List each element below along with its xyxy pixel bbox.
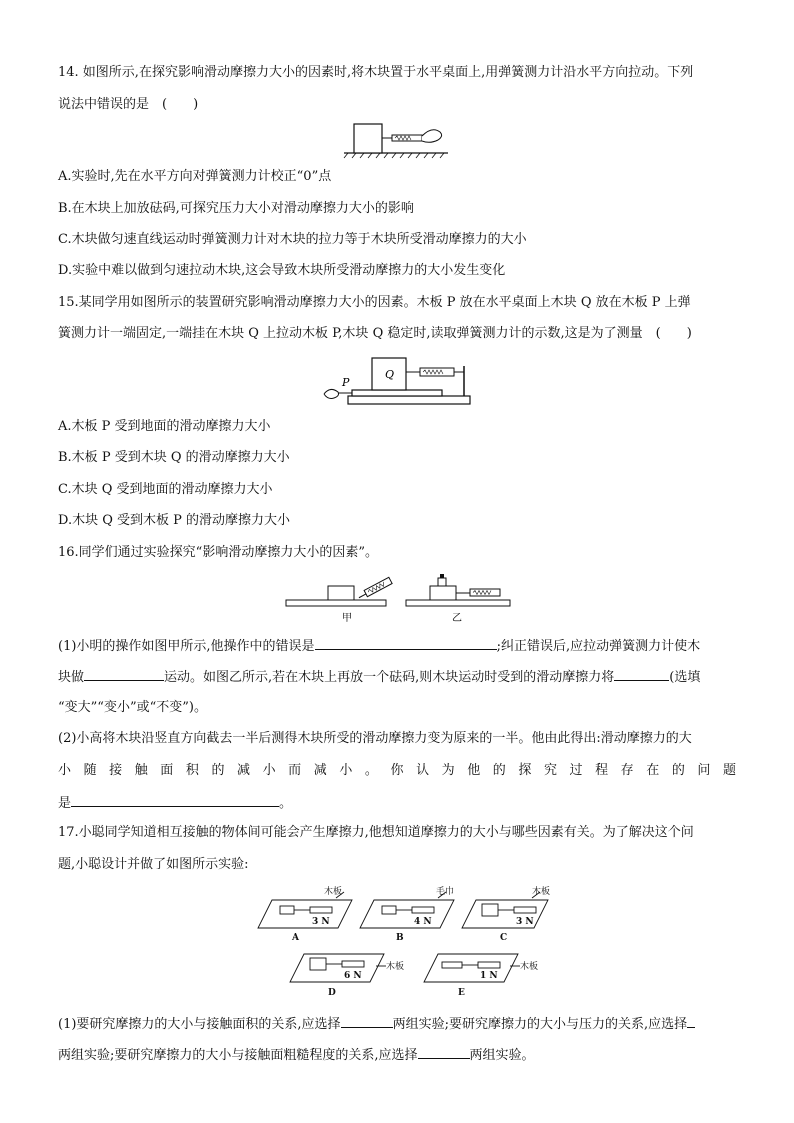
q15-option-c: C.木块 Q 受到地面的滑动摩擦力大小 <box>58 482 273 497</box>
q16-answer-blank-3[interactable] <box>614 667 669 681</box>
q14-stem-line2: 说法中错误的是 ( ) <box>58 97 199 112</box>
q17-panel-e-label: E <box>458 988 465 998</box>
q16-label-jia: 甲 <box>342 613 352 624</box>
q17-part1-line1 <box>58 1014 695 1033</box>
q16-p1-text-c: 块做 <box>58 670 85 685</box>
q14-figure <box>340 120 450 160</box>
q17-reading-c: 3 N <box>516 917 534 927</box>
q16-figure <box>282 566 522 624</box>
q15-figure <box>318 350 473 408</box>
q16-p1-text-b: ;纠正错误后,应拉动弹簧测力计使木 <box>496 639 701 654</box>
q16-p1-text-e: (选填 <box>669 670 701 685</box>
q14-option-b: B.在木块上加放砝码,可探究压力大小对滑动摩擦力大小的影响 <box>58 201 414 216</box>
q16-part2-line1: (2)小高将木块沿竖直方向截去一半后测得木块所受的滑动摩擦力变为原来的一半。他由此得出:滑动摩擦力的大 <box>58 731 692 746</box>
q15-stem-line1: 15.某同学用如图所示的装置研究影响滑动摩擦力大小的因素。木板 P 放在水平桌面上木块 Q 放在木板 P 上弹 <box>58 295 691 310</box>
q16-part2-line2: 小随接触面积的减小而减小。你认为他的探究过程存在的问题 <box>58 763 736 778</box>
q15-label-p: P <box>342 376 350 389</box>
q17-p1-text-d: 两组实验。 <box>469 1048 535 1063</box>
q15-option-d: D.木块 Q 受到木板 P 的滑动摩擦力大小 <box>58 513 291 528</box>
q17-reading-e: 1 N <box>480 971 498 981</box>
q16-part2-line3 <box>58 793 292 812</box>
q14-option-a: A.实验时,先在水平方向对弹簧测力计校正“0”点 <box>58 169 332 184</box>
q17-answer-blank-3[interactable] <box>418 1045 470 1059</box>
q15-option-b: B.木板 P 受到木块 Q 的滑动摩擦力大小 <box>58 450 290 465</box>
q16-p2-text-b: 。 <box>279 796 293 811</box>
q17-figure <box>252 882 552 1002</box>
q17-reading-a: 3 N <box>312 917 330 927</box>
q17-answer-blank-2[interactable] <box>687 1014 695 1028</box>
q17-answer-blank-1[interactable] <box>341 1014 393 1028</box>
q17-label-muban-e: 木板 <box>520 962 539 972</box>
q17-part1-line2 <box>58 1045 535 1064</box>
q17-reading-d: 6 N <box>344 971 362 981</box>
q17-label-maojin: 毛巾 <box>436 887 455 897</box>
q17-panel-b-label: B <box>396 933 404 943</box>
q17-stem-line1: 17.小聪同学知道相互接触的物体间可能会产生摩擦力,他想知道摩擦力的大小与哪些因素有关。为了解决这个问 <box>58 825 694 840</box>
q17-label-muban-d: 木板 <box>386 962 405 972</box>
q14-option-d: D.实验中难以做到匀速拉动木块,这会导致木块所受滑动摩擦力的大小发生变化 <box>58 263 506 278</box>
q17-p1-text-a: (1)要研究摩擦力的大小与接触面积的关系,应选择 <box>58 1017 341 1032</box>
q15-label-q: Q <box>385 368 395 381</box>
q16-p2-text-a: 是 <box>58 796 72 811</box>
q14-option-c: C.木块做匀速直线运动时弹簧测力计对木块的拉力等于木块所受滑动摩擦力的大小 <box>58 232 527 247</box>
q16-answer-blank-2[interactable] <box>84 667 164 681</box>
q16-p1-text-d: 运动。如图乙所示,若在木块上再放一个砝码,则木块运动时受到的滑动摩擦力将 <box>164 670 615 685</box>
q16-part1-line1 <box>58 636 700 655</box>
q17-p1-text-b: 两组实验;要研究摩擦力的大小与压力的关系,应选择 <box>392 1017 688 1032</box>
q15-stem-line2: 簧测力计一端固定,一端挂在木块 Q 上拉动木板 P,木块 Q 稳定时,读取弹簧测力计的示数,这是为了测量 ( ) <box>58 326 692 341</box>
q17-panel-d-label: D <box>328 988 336 998</box>
q16-p1-text-a: (1)小明的操作如图甲所示,他操作中的错误是 <box>58 639 315 654</box>
q14-stem-line1: 14. 如图所示,在探究影响滑动摩擦力大小的因素时,将木块置于水平桌面上,用弹簧测力计沿水平方向拉动。下列 <box>58 65 694 80</box>
q17-panel-c-label: C <box>500 933 508 943</box>
q17-panel-a-label: A <box>292 933 299 943</box>
q15-option-a: A.木板 P 受到地面的滑动摩擦力大小 <box>58 419 271 434</box>
q16-part1-line3: “变大”“变小”或“不变”)。 <box>58 700 207 715</box>
q16-answer-blank-4[interactable] <box>71 793 279 807</box>
q17-stem-line2: 题,小聪设计并做了如图所示实验: <box>58 857 249 872</box>
q17-label-muban-c: 木板 <box>532 887 551 897</box>
q16-part1-line2 <box>58 667 700 686</box>
q16-answer-blank-1[interactable] <box>315 636 497 650</box>
q17-label-muban-a: 木板 <box>324 887 343 897</box>
q17-p1-text-c: 两组实验;要研究摩擦力的大小与接触面粗糙程度的关系,应选择 <box>58 1048 418 1063</box>
q17-reading-b: 4 N <box>414 917 432 927</box>
q16-label-yi: 乙 <box>452 613 462 624</box>
q16-stem: 16.同学们通过实验探究“影响滑动摩擦力大小的因素”。 <box>58 545 378 560</box>
